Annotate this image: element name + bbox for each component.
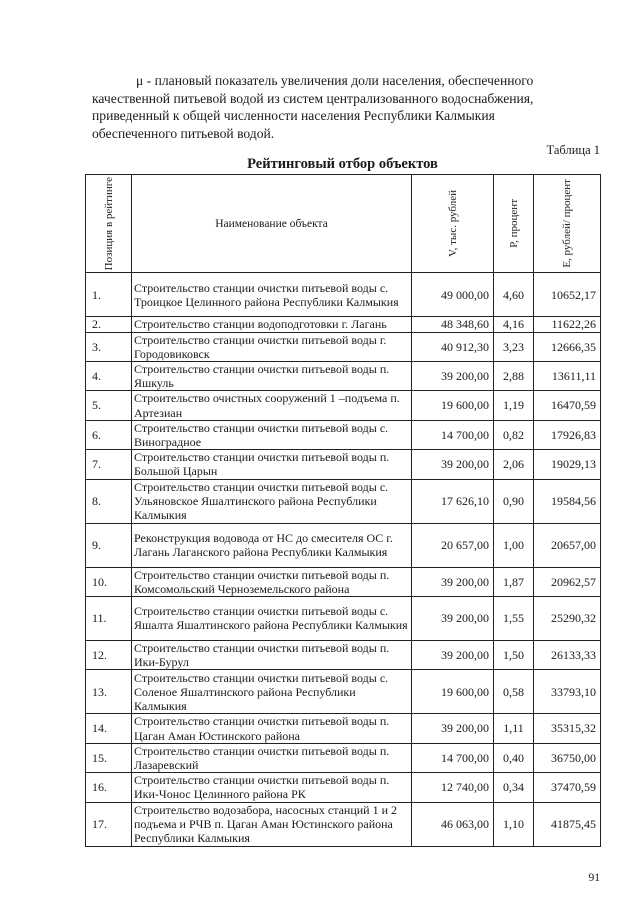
row-position: 2. <box>86 317 132 332</box>
row-object-name: Строительство станции очистки питьевой воды с. Соленое Яшалтинского района Республики Калмыкия <box>132 670 412 714</box>
row-v-value: 39 200,00 <box>412 361 494 390</box>
intro-line: обеспеченного питьевой водой. <box>92 125 275 141</box>
row-v-value: 40 912,30 <box>412 332 494 361</box>
header-v: V, тыс. рублей <box>412 175 494 273</box>
row-p-value: 2,06 <box>494 450 534 479</box>
row-e-value: 41875,45 <box>534 802 601 846</box>
row-v-value: 49 000,00 <box>412 273 494 317</box>
row-e-value: 20657,00 <box>534 523 601 567</box>
row-object-name: Строительство станции очистки питьевой воды с. Ульяновское Яшалтинского района Республики Калмыкия <box>132 479 412 523</box>
row-p-value: 1,50 <box>494 640 534 669</box>
row-v-value: 20 657,00 <box>412 523 494 567</box>
row-object-name: Строительство станции очистки питьевой воды п. Комсомольский Черноземельского района <box>132 567 412 596</box>
row-position: 8. <box>86 479 132 523</box>
table-header-row <box>86 175 601 273</box>
row-object-name: Строительство станции очистки питьевой воды с. Виноградное <box>132 420 412 449</box>
row-object-name: Строительство станции очистки питьевой воды г. Городовиковск <box>132 332 412 361</box>
row-object-name: Строительство станции очистки питьевой воды с. Яшалта Яшалтинского района Республики Калмыкия <box>132 596 412 640</box>
table-title: Рейтинговый отбор объектов <box>247 156 438 172</box>
row-e-value: 19584,56 <box>534 479 601 523</box>
intro-line: качественной питьевой водой из систем централизованного водоснабжения, <box>92 90 534 106</box>
table-row <box>86 450 601 479</box>
table-row <box>86 523 601 567</box>
row-v-value: 39 200,00 <box>412 640 494 669</box>
row-e-value: 19029,13 <box>534 450 601 479</box>
table-row <box>86 802 601 846</box>
row-object-name: Строительство станции очистки питьевой воды п. Цаган Аман Юстинского района <box>132 714 412 743</box>
row-p-value: 1,19 <box>494 391 534 420</box>
row-object-name: Строительство станции очистки питьевой воды п. Ики-Чонос Целинного района РК <box>132 773 412 802</box>
row-e-value: 12666,35 <box>534 332 601 361</box>
row-object-name: Строительство станции очистки питьевой воды п. Лазаревский <box>132 743 412 772</box>
row-v-value: 39 200,00 <box>412 450 494 479</box>
row-v-value: 39 200,00 <box>412 596 494 640</box>
row-e-value: 16470,59 <box>534 391 601 420</box>
row-object-name: Строительство станции очистки питьевой воды п. Яшкуль <box>132 361 412 390</box>
table-row <box>86 743 601 772</box>
row-e-value: 20962,57 <box>534 567 601 596</box>
row-p-value: 3,23 <box>494 332 534 361</box>
row-position: 12. <box>86 640 132 669</box>
row-p-value: 4,60 <box>494 273 534 317</box>
table-row <box>86 317 601 332</box>
row-position: 3. <box>86 332 132 361</box>
row-p-value: 0,40 <box>494 743 534 772</box>
row-v-value: 14 700,00 <box>412 743 494 772</box>
table-row <box>86 567 601 596</box>
rating-table <box>85 174 601 847</box>
table-row <box>86 479 601 523</box>
row-v-value: 14 700,00 <box>412 420 494 449</box>
row-position: 10. <box>86 567 132 596</box>
row-p-value: 1,10 <box>494 802 534 846</box>
table-row <box>86 420 601 449</box>
row-object-name: Реконструкция водовода от НС до смесителя ОС г. Лагань Лаганского района Республики Калмыкия <box>132 523 412 567</box>
row-object-name: Строительство водозабора, насосных станций 1 и 2 подъема и РЧВ п. Цаган Аман Юстинского района Республики Калмыкия <box>132 802 412 846</box>
table-row <box>86 391 601 420</box>
row-e-value: 37470,59 <box>534 773 601 802</box>
header-position: Позиция в рейтинге <box>86 175 132 273</box>
row-v-value: 17 626,10 <box>412 479 494 523</box>
row-p-value: 4,16 <box>494 317 534 332</box>
row-position: 15. <box>86 743 132 772</box>
row-position: 14. <box>86 714 132 743</box>
header-e: E, рублей/ процент <box>534 175 601 273</box>
header-p: P, процент <box>494 175 534 273</box>
row-e-value: 35315,32 <box>534 714 601 743</box>
table-number: Таблица 1 <box>546 143 600 157</box>
table-row <box>86 596 601 640</box>
intro-line: μ - плановый показатель увеличения доли населения, обеспеченного <box>136 73 534 88</box>
intro-line: приведенный к общей численности населения Республики Калмыкия <box>92 108 495 123</box>
row-v-value: 19 600,00 <box>412 670 494 714</box>
row-position: 1. <box>86 273 132 317</box>
intro-paragraph <box>92 72 599 142</box>
row-position: 13. <box>86 670 132 714</box>
row-object-name: Строительство станции очистки питьевой воды с. Троицкое Целинного района Республики Калмыкия <box>132 273 412 317</box>
row-e-value: 33793,10 <box>534 670 601 714</box>
row-p-value: 0,82 <box>494 420 534 449</box>
row-position: 7. <box>86 450 132 479</box>
row-object-name: Строительство очистных сооружений 1 –подъема п. Артезиан <box>132 391 412 420</box>
row-p-value: 0,58 <box>494 670 534 714</box>
table-row <box>86 670 601 714</box>
row-position: 5. <box>86 391 132 420</box>
header-name: Наименование объекта <box>132 175 412 273</box>
row-position: 16. <box>86 773 132 802</box>
row-v-value: 46 063,00 <box>412 802 494 846</box>
table-row <box>86 714 601 743</box>
table-row <box>86 773 601 802</box>
row-p-value: 1,55 <box>494 596 534 640</box>
row-position: 11. <box>86 596 132 640</box>
row-p-value: 0,90 <box>494 479 534 523</box>
row-p-value: 0,34 <box>494 773 534 802</box>
row-object-name: Строительство станции водоподготовки г. Лагань <box>132 317 412 332</box>
table-row <box>86 640 601 669</box>
row-e-value: 11622,26 <box>534 317 601 332</box>
row-e-value: 10652,17 <box>534 273 601 317</box>
table-row <box>86 361 601 390</box>
row-p-value: 1,87 <box>494 567 534 596</box>
row-v-value: 12 740,00 <box>412 773 494 802</box>
row-object-name: Строительство станции очистки питьевой воды п. Ики-Бурул <box>132 640 412 669</box>
row-v-value: 39 200,00 <box>412 567 494 596</box>
row-p-value: 1,00 <box>494 523 534 567</box>
row-e-value: 36750,00 <box>534 743 601 772</box>
row-e-value: 13611,11 <box>534 361 601 390</box>
row-p-value: 1,11 <box>494 714 534 743</box>
page-number: 91 <box>588 872 600 884</box>
table-row <box>86 332 601 361</box>
row-e-value: 26133,33 <box>534 640 601 669</box>
row-v-value: 48 348,60 <box>412 317 494 332</box>
row-position: 9. <box>86 523 132 567</box>
row-v-value: 19 600,00 <box>412 391 494 420</box>
row-object-name: Строительство станции очистки питьевой воды п. Большой Царын <box>132 450 412 479</box>
row-position: 6. <box>86 420 132 449</box>
row-e-value: 17926,83 <box>534 420 601 449</box>
row-position: 4. <box>86 361 132 390</box>
row-e-value: 25290,32 <box>534 596 601 640</box>
row-position: 17. <box>86 802 132 846</box>
row-v-value: 39 200,00 <box>412 714 494 743</box>
table-row <box>86 273 601 317</box>
row-p-value: 2,88 <box>494 361 534 390</box>
